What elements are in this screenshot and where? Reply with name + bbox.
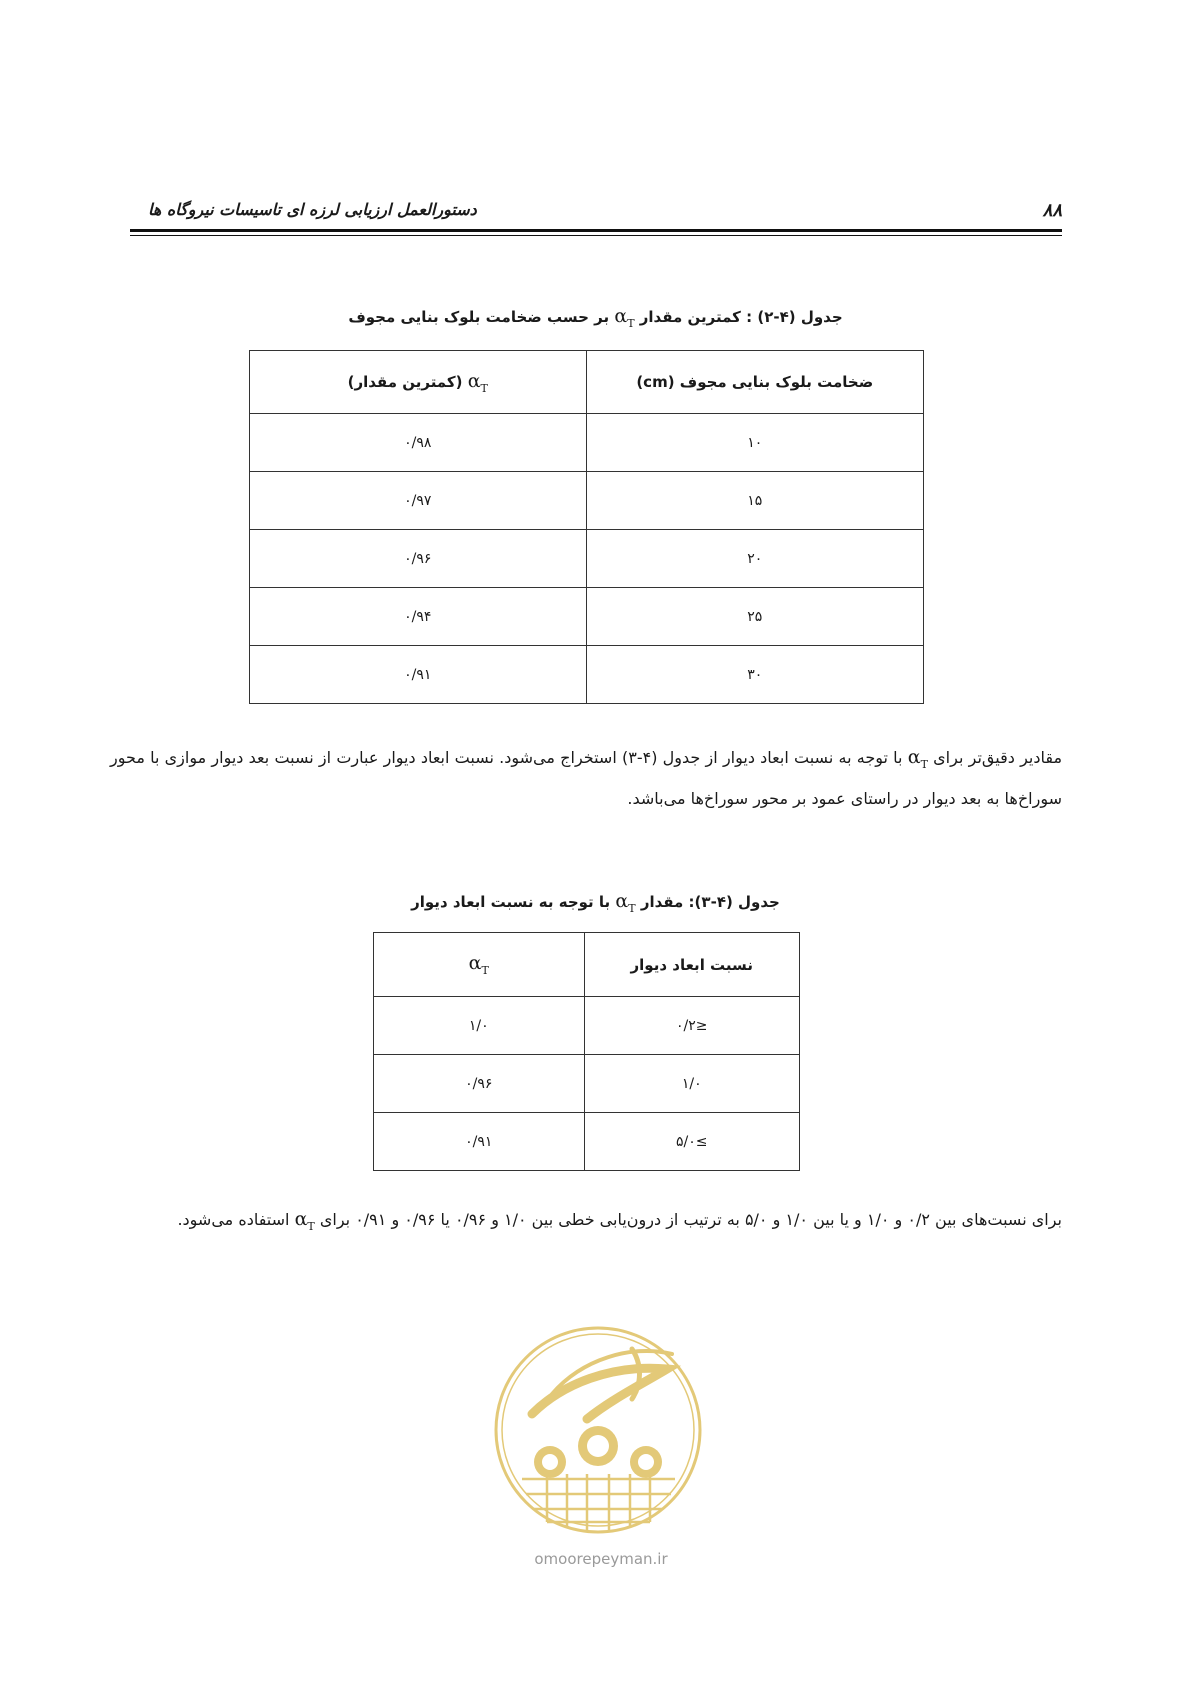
table-row [374,1055,800,1113]
alpha-cell: ۰/۹۱ [374,1113,585,1171]
header-rule-thick [130,229,1062,232]
alpha-symbol: $\alpha_T$ [294,1208,315,1233]
table-row [250,530,924,588]
header-alpha [374,933,585,997]
table-header-row [250,351,924,414]
table2 [373,932,800,1171]
table2-caption [0,890,1191,915]
ratio-cell: ۱/۰ [584,1055,800,1113]
thickness-cell: ۱۵ [586,472,923,530]
ratio-cell: ≥۵/۰ [584,1113,800,1171]
alpha-cell: ۰/۹۷ [250,472,587,530]
alpha-cell: ۰/۹۸ [250,414,587,472]
table-row [250,472,924,530]
table2-caption-pre: جدول (۴-۳): مقدار [640,893,780,911]
alpha-cell: ۰/۹۶ [250,530,587,588]
alpha-symbol: $\alpha_T$ [614,305,635,330]
alpha-symbol: $\alpha_T$ [615,890,636,915]
table-row [250,414,924,472]
thickness-cell: ۳۰ [586,646,923,704]
table-row [250,588,924,646]
ratio-cell: ≤۰/۲ [584,997,800,1055]
header-thickness: ضخامت بلوک بنایی مجوف (cm) [586,351,923,414]
header-ratio: نسبت ابعاد دیوار [584,933,800,997]
alpha-symbol: $\alpha_T$ [468,952,489,977]
alpha-symbol: $\alpha_T$ [907,746,928,771]
table-header-row [374,933,800,997]
paragraph-2: برای نسبت‌های بین ۰/۲ و ۱/۰ و یا بین ۱/۰ و ۵/۰ به ترتیب از درون‌یابی خطی بین ۱/۰ و ۰/۹۶ یا ۰/۹۶ و ۰/۹۱ برای $\alpha_T$ استفاده می‌شود. [177,1208,1062,1233]
table1-caption-pre: جدول (۴-۲) : کمترین مقدار [639,308,843,326]
table1-caption-post: بر حسب ضخامت بلوک بنایی مجوف [348,308,610,326]
header-rule-thin [130,235,1062,236]
thickness-cell: ۲۰ [586,530,923,588]
watermark-seal-logo [492,1324,705,1537]
table1-caption [0,305,1191,330]
table2-caption-post: با توجه به نسبت ابعاد دیوار [411,893,611,911]
alpha-cell: ۰/۹۶ [374,1055,585,1113]
thickness-cell: ۱۰ [586,414,923,472]
table-row [374,1113,800,1171]
table1 [249,350,924,704]
running-title: دستورالعمل ارزیابی لرزه ای تاسیسات نیروگاه ها [148,200,477,219]
page-header [130,200,1062,230]
alpha-cell: ۰/۹۴ [250,588,587,646]
alpha-cell: ۰/۹۱ [250,646,587,704]
alpha-symbol: $\alpha_T$ [467,369,488,395]
paragraph-1: مقادیر دقیق‌تر برای $\alpha_T$ با توجه به نسبت ابعاد دیوار از جدول (۴-۳) استخراج می‌شود. نسبت ابعاد دیوار عبارت از نسبت بعد دیوار موازی با محور سوراخ‌ها به بعد دیوار در راستای عمود بر محور سوراخ‌ها می‌باشد. [110,746,1063,808]
alpha-cell: ۱/۰ [374,997,585,1055]
page-number: ۸۸ [1042,200,1062,221]
watermark-url: omoorepeyman.ir [534,1550,668,1568]
table-row [374,997,800,1055]
thickness-cell: ۲۵ [586,588,923,646]
table-row [250,646,924,704]
header-alpha-min: $\alpha_T$ (کمترین مقدار) [250,351,587,414]
